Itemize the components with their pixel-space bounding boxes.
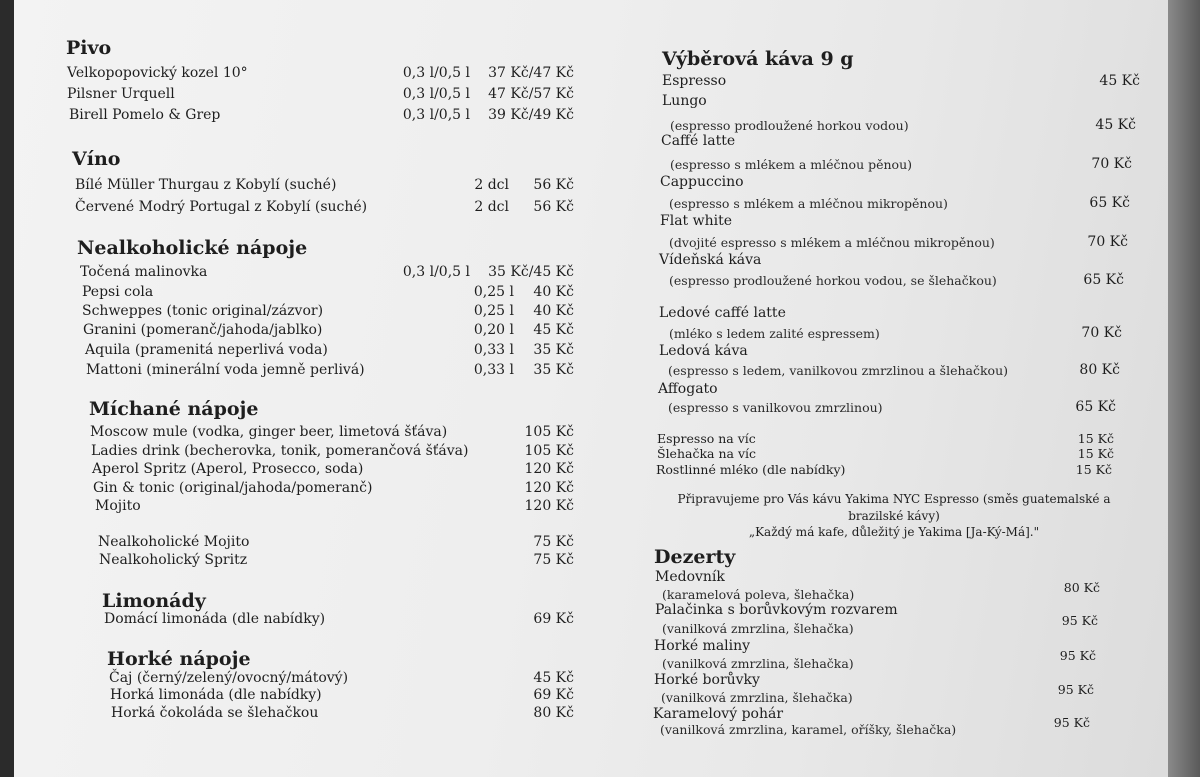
item-price: 120 Kč <box>524 461 574 477</box>
item-name: Mattoni (minerální voda jemně perlivá) <box>86 362 365 378</box>
item-price: 95 Kč <box>1053 715 1090 730</box>
item-name: Caffé latte <box>661 133 736 149</box>
item-description: (vanilková zmrzlina, šlehačka) <box>661 690 853 705</box>
item-description: (karamelová poleva, šlehačka) <box>662 587 855 602</box>
item-price: 120 Kč <box>524 498 574 514</box>
section-title-kava: Výběrová káva 9 g <box>662 48 854 70</box>
section-title-michane: Míchané nápoje <box>89 398 259 420</box>
item-name: Horká čokoláda se šlehačkou <box>111 705 319 721</box>
item-price: 65 Kč <box>1083 272 1124 288</box>
item-price: 69 Kč <box>533 611 574 627</box>
item-price: 35 Kč <box>533 362 574 378</box>
item-name: Cappuccino <box>660 174 744 190</box>
item-name: Moscow mule (vodka, ginger beer, limetová šťáva) <box>90 424 448 440</box>
item-name: Horké maliny <box>654 638 751 654</box>
item-quantity: 2 dcl <box>474 177 509 193</box>
item-price: 35 Kč <box>533 342 574 358</box>
item-description: (vanilková zmrzlina, šlehačka) <box>662 621 854 636</box>
item-name: Ledové caffé latte <box>659 305 786 321</box>
item-price: 80 Kč <box>533 705 574 721</box>
item-name: Aquila (pramenitá neperlivá voda) <box>85 342 328 358</box>
section-title-limonady: Limonády <box>102 590 206 612</box>
item-quantity: 0,33 l <box>473 342 514 358</box>
item-price: 70 Kč <box>1081 325 1122 341</box>
item-name: Horké borůvky <box>654 672 760 688</box>
item-price: 40 Kč <box>533 284 574 300</box>
item-name: Bílé Müller Thurgau z Kobylí (suché) <box>75 177 337 193</box>
item-quantity: 0,3 l/0,5 l <box>402 65 470 81</box>
item-description: (mléko s ledem zalité espressem) <box>669 326 880 341</box>
item-price: 105 Kč <box>524 424 574 440</box>
section-title-horke: Horké nápoje <box>107 648 251 670</box>
section-title-vino: Víno <box>72 148 121 170</box>
item-price: 45 Kč <box>1099 73 1140 89</box>
item-price: 95 Kč <box>1059 648 1096 663</box>
item-quantity: 0,33 l <box>473 362 514 378</box>
item-price: 80 Kč <box>1079 362 1120 378</box>
item-price: 45 Kč <box>533 322 574 338</box>
item-name: Horká limonáda (dle nabídky) <box>110 687 322 703</box>
item-name: Rostlinné mléko (dle nabídky) <box>656 462 846 477</box>
item-name: Flat white <box>660 213 733 229</box>
section-title-dezerty: Dezerty <box>654 546 736 568</box>
item-name: Ledová káva <box>659 343 748 359</box>
item-price: 105 Kč <box>524 443 574 459</box>
item-name: Velkopopovický kozel 10° <box>67 65 248 81</box>
item-quantity: 0,25 l <box>473 284 514 300</box>
item-description: (espresso s vanilkovou zmrzlinou) <box>668 400 883 415</box>
item-price: 35 Kč/45 Kč <box>488 264 574 280</box>
item-price: 75 Kč <box>533 534 574 550</box>
item-price: 45 Kč <box>1095 117 1136 133</box>
item-price: 69 Kč <box>533 687 574 703</box>
item-name: Čaj (černý/zelený/ovocný/mátový) <box>109 670 349 686</box>
item-name: Granini (pomeranč/jahoda/jablko) <box>83 322 323 338</box>
item-description: (dvojité espresso s mlékem a mléčnou mikropěnou) <box>669 235 995 250</box>
item-name: Vídeňská káva <box>659 252 762 268</box>
item-price: 47 Kč/57 Kč <box>488 86 574 102</box>
item-price: 15 Kč <box>1077 431 1114 446</box>
item-name: Palačinka s borůvkovým rozvarem <box>655 602 898 618</box>
section-title-nealko: Nealkoholické nápoje <box>77 237 308 259</box>
item-name: Červené Modrý Portugal z Kobylí (suché) <box>75 199 368 215</box>
item-quantity: 0,25 l <box>473 303 514 319</box>
window-frame-right <box>1168 0 1200 777</box>
item-description: (espresso prodloužené horkou vodou) <box>670 118 909 133</box>
item-price: 80 Kč <box>1063 580 1100 595</box>
item-name: Domácí limonáda (dle nabídky) <box>104 611 326 627</box>
item-price: 37 Kč/47 Kč <box>488 65 574 81</box>
item-price: 45 Kč <box>533 670 574 686</box>
coffee-note-line-1: Připravujeme pro Vás kávu Yakima NYC Espresso (směs guatemalské a <box>677 492 1111 506</box>
item-quantity: 2 dcl <box>474 199 509 215</box>
item-description: (espresso s ledem, vanilkovou zmrzlinou a šlehačkou) <box>668 363 1009 378</box>
item-name: Pepsi cola <box>82 284 154 300</box>
item-description: (vanilková zmrzlina, šlehačka) <box>662 656 854 671</box>
item-name: Šlehačka na víc <box>657 446 756 461</box>
coffee-note-line-3: „Každý má kafe, důležitý je Yakima [Ja-Ký-Má]." <box>748 525 1040 539</box>
item-price: 120 Kč <box>524 480 574 496</box>
item-quantity: 0,20 l <box>473 322 514 338</box>
item-price: 65 Kč <box>1089 195 1130 211</box>
item-name: Affogato <box>658 381 718 397</box>
item-name: Točená malinovka <box>80 264 208 280</box>
item-price: 70 Kč <box>1091 156 1132 172</box>
item-price: 75 Kč <box>533 552 574 568</box>
menu-sheet <box>14 0 1168 777</box>
item-name: Lungo <box>662 93 707 109</box>
item-price: 95 Kč <box>1057 682 1094 697</box>
item-name: Mojito <box>95 498 141 514</box>
item-quantity: 0,3 l/0,5 l <box>402 86 470 102</box>
item-name: Pilsner Urquell <box>67 86 175 102</box>
item-price: 40 Kč <box>533 303 574 319</box>
item-price: 15 Kč <box>1077 446 1114 461</box>
item-price: 15 Kč <box>1075 462 1112 477</box>
item-price: 39 Kč/49 Kč <box>488 107 574 123</box>
coffee-note-line-2: brazilské kávy) <box>848 509 940 523</box>
section-title-pivo: Pivo <box>66 37 112 59</box>
item-name: Birell Pomelo & Grep <box>69 107 221 123</box>
item-name: Ladies drink (becherovka, tonik, pomerančová šťáva) <box>91 443 469 459</box>
item-price: 56 Kč <box>533 199 574 215</box>
item-price: 95 Kč <box>1061 613 1098 628</box>
item-price: 56 Kč <box>533 177 574 193</box>
item-name: Nealkoholické Mojito <box>98 534 250 550</box>
item-price: 65 Kč <box>1075 399 1116 415</box>
item-description: (espresso s mlékem a mléčnou mikropěnou) <box>669 196 948 211</box>
item-name: Espresso na víc <box>657 431 756 446</box>
item-name: Aperol Spritz (Aperol, Prosecco, soda) <box>92 461 364 477</box>
item-quantity: 0,3 l/0,5 l <box>402 107 470 123</box>
item-name: Schweppes (tonic original/zázvor) <box>82 303 324 319</box>
item-price: 70 Kč <box>1087 234 1128 250</box>
item-name: Espresso <box>662 73 727 89</box>
item-description: (espresso s mlékem a mléčnou pěnou) <box>670 157 913 172</box>
item-quantity: 0,3 l/0,5 l <box>402 264 470 280</box>
item-name: Karamelový pohár <box>653 706 784 722</box>
item-name: Gin & tonic (original/jahoda/pomeranč) <box>93 480 373 496</box>
item-name: Medovník <box>655 569 725 585</box>
item-description: (vanilková zmrzlina, karamel, oříšky, šlehačka) <box>660 722 957 737</box>
item-name: Nealkoholický Spritz <box>99 552 248 568</box>
window-frame-left <box>0 0 14 777</box>
item-description: (espresso prodloužené horkou vodou, se šlehačkou) <box>669 273 997 288</box>
